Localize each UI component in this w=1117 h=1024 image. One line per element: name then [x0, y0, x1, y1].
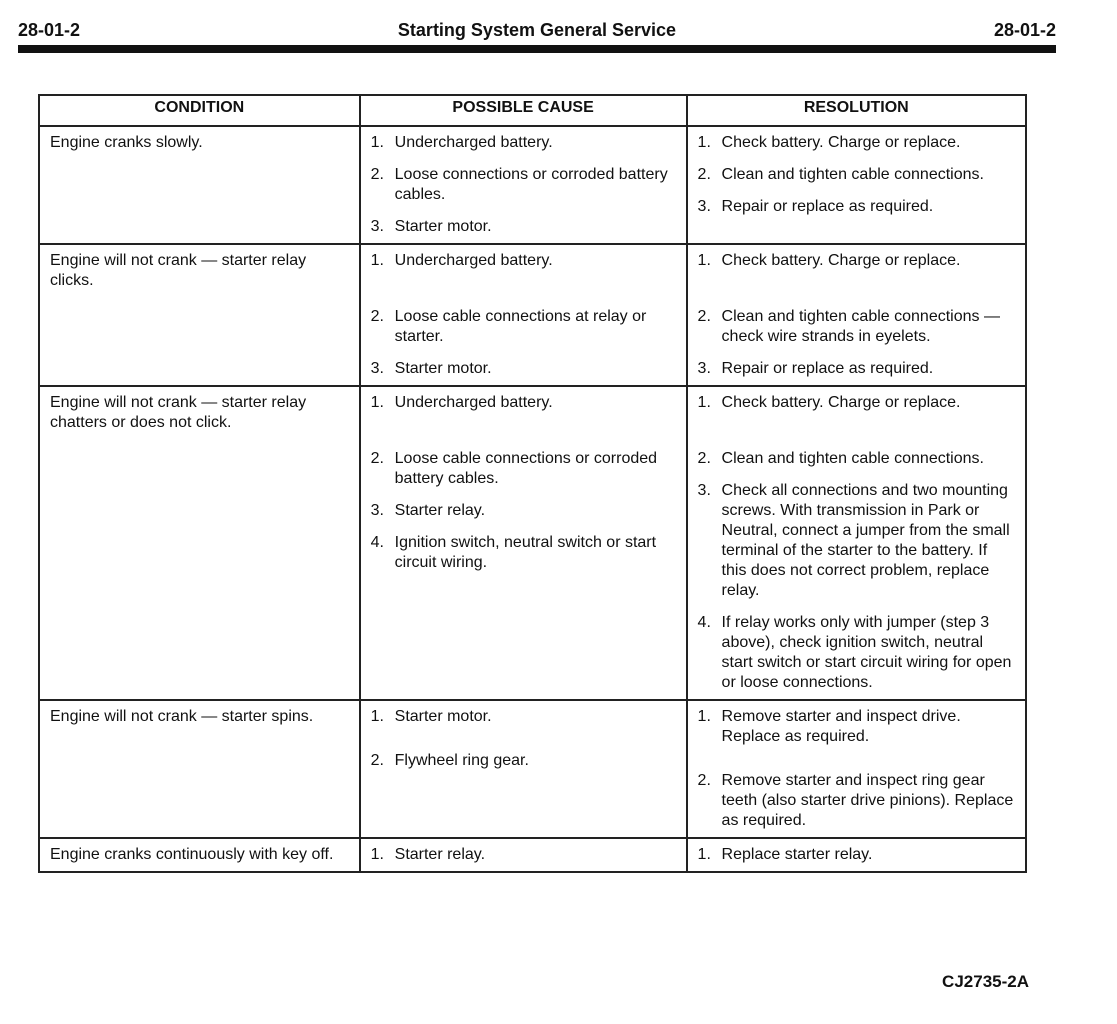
resolution-text: Clean and tighten cable connections.	[721, 450, 984, 467]
condition-cell	[39, 838, 360, 872]
resolution-item	[698, 613, 1015, 693]
cause-number: 2.	[370, 166, 384, 183]
table-row	[39, 386, 1026, 700]
cause-item	[371, 533, 676, 573]
resolution-cell	[687, 244, 1026, 386]
cause-number: 3.	[370, 218, 384, 235]
resolution-item	[698, 393, 1015, 413]
resolution-text: Clean and tighten cable connections — check wire strands in eyelets.	[721, 308, 1000, 345]
cause-number: 1.	[370, 846, 384, 863]
header-possible-cause: POSSIBLE CAUSE	[360, 95, 687, 126]
resolution-number: 1.	[697, 134, 711, 151]
cause-text: Undercharged battery.	[394, 394, 553, 411]
table-row	[39, 244, 1026, 386]
resolution-text: Repair or replace as required.	[721, 360, 934, 377]
condition-text: Engine cranks continuously with key off.	[50, 846, 334, 863]
page-header	[18, 20, 1056, 46]
cause-text: Undercharged battery.	[394, 134, 553, 151]
cause-text: Undercharged battery.	[394, 252, 553, 269]
resolution-number: 4.	[697, 614, 711, 631]
resolution-number: 2.	[697, 308, 711, 325]
resolution-number: 3.	[697, 198, 711, 215]
resolution-text: Check battery. Charge or replace.	[721, 252, 961, 269]
resolution-item	[698, 307, 1015, 347]
resolution-item	[698, 165, 1015, 185]
cause-text: Starter motor.	[394, 708, 492, 725]
section-code-left: 28-01-2	[18, 20, 81, 40]
resolution-text: Repair or replace as required.	[721, 198, 934, 215]
cause-number: 1.	[370, 708, 384, 725]
resolution-item	[698, 449, 1015, 469]
resolution-text: Remove starter and inspect drive. Replace as required.	[721, 708, 961, 745]
header-resolution: RESOLUTION	[687, 95, 1026, 126]
cause-item	[371, 165, 676, 205]
resolution-number: 2.	[697, 166, 711, 183]
cause-number: 3.	[370, 502, 384, 519]
condition-cell	[39, 126, 360, 244]
cause-number: 1.	[370, 134, 384, 151]
resolution-item	[698, 133, 1015, 153]
resolution-text: Remove starter and inspect ring gear teeth (also starter drive pinions). Replace as required.	[721, 772, 1014, 829]
possible-cause-cell	[360, 700, 687, 838]
cause-item	[371, 751, 676, 771]
resolution-cell	[687, 126, 1026, 244]
cause-text: Ignition switch, neutral switch or start circuit wiring.	[394, 534, 657, 571]
resolution-number: 3.	[697, 360, 711, 377]
resolution-item	[698, 359, 1015, 379]
resolution-text: Check battery. Charge or replace.	[721, 134, 961, 151]
possible-cause-cell	[360, 386, 687, 700]
cause-text: Starter motor.	[394, 218, 492, 235]
cause-number: 3.	[370, 360, 384, 377]
resolution-number: 1.	[697, 252, 711, 269]
resolution-text: Replace starter relay.	[721, 846, 873, 863]
resolution-cell	[687, 700, 1026, 838]
cause-text: Loose cable connections at relay or starter.	[394, 308, 647, 345]
header-rule	[18, 45, 1056, 53]
resolution-text: Clean and tighten cable connections.	[721, 166, 984, 183]
condition-cell	[39, 244, 360, 386]
table-row	[39, 700, 1026, 838]
resolution-number: 1.	[697, 394, 711, 411]
condition-text: Engine cranks slowly.	[50, 134, 203, 151]
header-condition: CONDITION	[39, 95, 360, 126]
cause-item	[371, 707, 676, 727]
cause-item	[371, 501, 676, 521]
cause-text: Loose cable connections or corroded battery cables.	[394, 450, 658, 487]
condition-cell	[39, 386, 360, 700]
cause-item	[371, 449, 676, 489]
resolution-cell	[687, 386, 1026, 700]
possible-cause-cell	[360, 126, 687, 244]
cause-text: Starter relay.	[394, 846, 486, 863]
page-title: Starting System General Service	[397, 20, 677, 40]
cause-number: 1.	[370, 394, 384, 411]
resolution-item	[698, 197, 1015, 217]
cause-text: Flywheel ring gear.	[394, 752, 529, 769]
resolution-cell	[687, 838, 1026, 872]
cause-number: 4.	[370, 534, 384, 551]
table-row	[39, 126, 1026, 244]
cause-number: 2.	[370, 450, 384, 467]
cause-number: 2.	[370, 752, 384, 769]
resolution-text: Check battery. Charge or replace.	[721, 394, 961, 411]
cause-text: Loose connections or corroded battery cables.	[394, 166, 668, 203]
resolution-text: If relay works only with jumper (step 3 above), check ignition switch, neutral start switch or start circuit wiring for open or loose connections.	[721, 614, 1012, 691]
resolution-number: 3.	[697, 482, 711, 499]
resolution-number: 2.	[697, 772, 711, 789]
resolution-item	[698, 771, 1015, 831]
condition-cell	[39, 700, 360, 838]
cause-item	[371, 845, 676, 865]
cause-text: Starter motor.	[394, 360, 492, 377]
cause-item	[371, 251, 676, 271]
resolution-item	[698, 845, 1015, 865]
condition-text: Engine will not crank — starter spins.	[50, 708, 314, 725]
cause-item	[371, 307, 676, 347]
cause-item	[371, 217, 676, 237]
resolution-text: Check all connections and two mounting screws. With transmission in Park or Neutral, connect a jumper from the small terminal of the starter to the battery. If this does not correct problem, replace relay.	[721, 482, 1010, 599]
condition-text: Engine will not crank — starter relay clicks.	[50, 252, 307, 289]
section-code-right: 28-01-2	[993, 20, 1056, 40]
table-row	[39, 838, 1026, 872]
diagnosis-table	[38, 94, 1027, 873]
cause-item	[371, 393, 676, 413]
cause-text: Starter relay.	[394, 502, 486, 519]
cause-item	[371, 133, 676, 153]
resolution-item	[698, 707, 1015, 747]
resolution-item	[698, 251, 1015, 271]
possible-cause-cell	[360, 244, 687, 386]
figure-code: CJ2735-2A	[942, 972, 1029, 991]
resolution-number: 1.	[697, 708, 711, 725]
cause-number: 2.	[370, 308, 384, 325]
cause-number: 1.	[370, 252, 384, 269]
possible-cause-cell	[360, 838, 687, 872]
cause-item	[371, 359, 676, 379]
resolution-item	[698, 481, 1015, 601]
resolution-number: 1.	[697, 846, 711, 863]
table-header-row	[39, 95, 1026, 126]
resolution-number: 2.	[697, 450, 711, 467]
condition-text: Engine will not crank — starter relay chatters or does not click.	[50, 394, 307, 431]
